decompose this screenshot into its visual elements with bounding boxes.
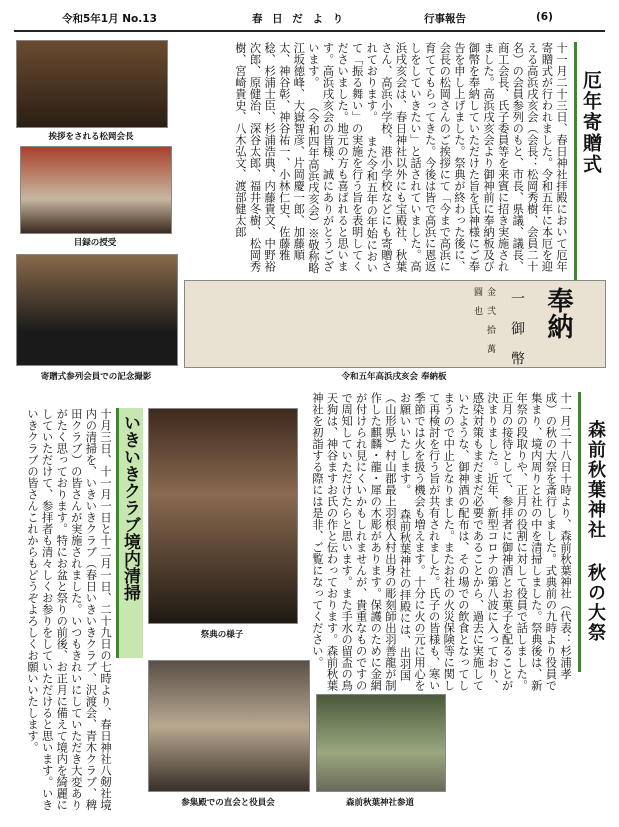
caption-plaque: 令和五年高浜戌亥会 奉納板 — [341, 372, 447, 382]
photo-sando — [316, 694, 446, 792]
plaque-main-text: 奉納 — [543, 287, 573, 339]
article1-body: 十一月二十三日、春日神社拝殿において厄年寄贈式が行われました。令和五年に本厄を迎える高浜戌亥会（会長：松岡秀樹、会員二十名）の会員参列のもと、市長、県議、議長、商工会長、氏子委員等を来賓に招き実施されました。高浜戌亥会より御神前に奉納板及び御幣を奉納していただけた旨を氏神様にご奉告を申し上げました。祭典が終わった後に、会長の松岡さんのご挨拶にて「今まで高浜に育ててもらってきた。今後は皆で高浜に恩返しをしていきたい」と話されていました。高浜戌亥会は、春日神社以外にも宝殿社、秋葉さん、高浜小学校、港小学校などにも寄贈されております。 また令和五年の年始において「振る舞い」の実施を行う旨を表明してくださいました。地元の方も喜ばれると思います。高浜戌亥会の皆様、誠にありがとうございます。 （令和四年高浜戌亥会）※敬称略 江坂徳峰、大嶽智彦、片岡慶一郎、加藤順太、神谷彰、神谷祐一、小林仁史、佐藤雅稔、杉浦士臣、杉浦浩典、内藤貴文、中野裕次郎、原健治、深谷太郎、福井冬樹、松岡秀樹、宮崎貴史、八木弘文、渡部健太郎 — [233, 42, 568, 274]
photo-naorai — [148, 660, 310, 792]
caption-sando: 森前秋葉神社参道 — [345, 798, 414, 808]
page-number: (6) — [536, 11, 553, 23]
caption-ceremony: 祭典の様子 — [200, 630, 244, 640]
plaque-sub-text: 一 御 幣 — [509, 291, 525, 365]
photo-ceremony — [148, 408, 298, 624]
article3-title: いきいきクラブ境内清掃 — [120, 414, 140, 601]
plaque-image — [184, 280, 606, 368]
issue-number: 令和5年1月 No.13 — [62, 13, 157, 25]
photo-greeting — [16, 40, 168, 128]
section-label: 行事報告 — [424, 13, 466, 25]
caption-greeting: 挨拶をされる松岡会長 — [48, 132, 134, 142]
newsletter-title: 春 日 だ よ り — [252, 13, 347, 25]
article1-title: 厄年寄贈式 — [580, 70, 602, 175]
page-header — [14, 8, 605, 32]
caption-mokuroku: 目録の授受 — [73, 238, 117, 248]
photo-group — [16, 254, 178, 366]
photo-mokuroku — [20, 146, 172, 234]
article2-body: 十一月二十八日十時より、森前秋葉神社（代表：杉浦孝成）の秋の大祭を斎行しました。式典前の九時より役員で集まり、境内周りと社の中を清掃しました。祭典後は、新年祭の段取りや、正月の役割に対して役員で話しました。正月の接待として、参拝者に御神酒とお菓子を配ることが決まりました。近年、新型コロナの第八波に入っており、感染対策もまだまだ必要であることから、過去に実施していたような、御神酒の配布は、その場での飲食となってしまうので中止となりました。またお社の火災保険等に関して再検討を行う旨が共有されました。氏子の皆様も、寒い季節では火を扱う機会も増えます。十分に火の元に用心をお願いいたします。 森前秋葉神社の拝殿には、出羽国（山形県）村山郡最上羽根入村出身の彫刻師出羽善龍が制作した麒麟・龍・犀の木彫があります。保護のために金網が付けられ見にくいかもしれませんが、貴重なものですので周知していただけたらと思います。また手水の留盃の鳥天狗は、神谷ますお氏の作と伝わっております。森前秋葉神社を初詣する際には是非、ご覧になってください。 — [310, 392, 572, 691]
caption-naorai: 参集殿での直会と役員会 — [181, 798, 275, 808]
article3-body: 十月三日、十一月一日と十二月一日、二十九日の七時より、春日神社八剱社境内の清掃を、いきいきクラブ（春日いきいきクラブ、沢渡会、青木クラブ、稗田クラブ）の皆さんが実施されました。いつもきれいにしていただき大変ありがたく思っております。特にお盆と祭りの前後、お正月に備えて境内を綺麗にしていただけて、参拝者も清々しくお参りをしていただけると思います。いきいきクラブの皆さんこれからもどうぞよろしくお願いいたします。 — [26, 408, 112, 811]
article2-title: 森前秋葉神社 秋の大祭 — [585, 420, 606, 643]
plaque-amount: 金 弐 拾 萬 圓 也 — [472, 287, 495, 353]
caption-group: 寄贈式参列会員での記念撮影 — [40, 372, 152, 382]
